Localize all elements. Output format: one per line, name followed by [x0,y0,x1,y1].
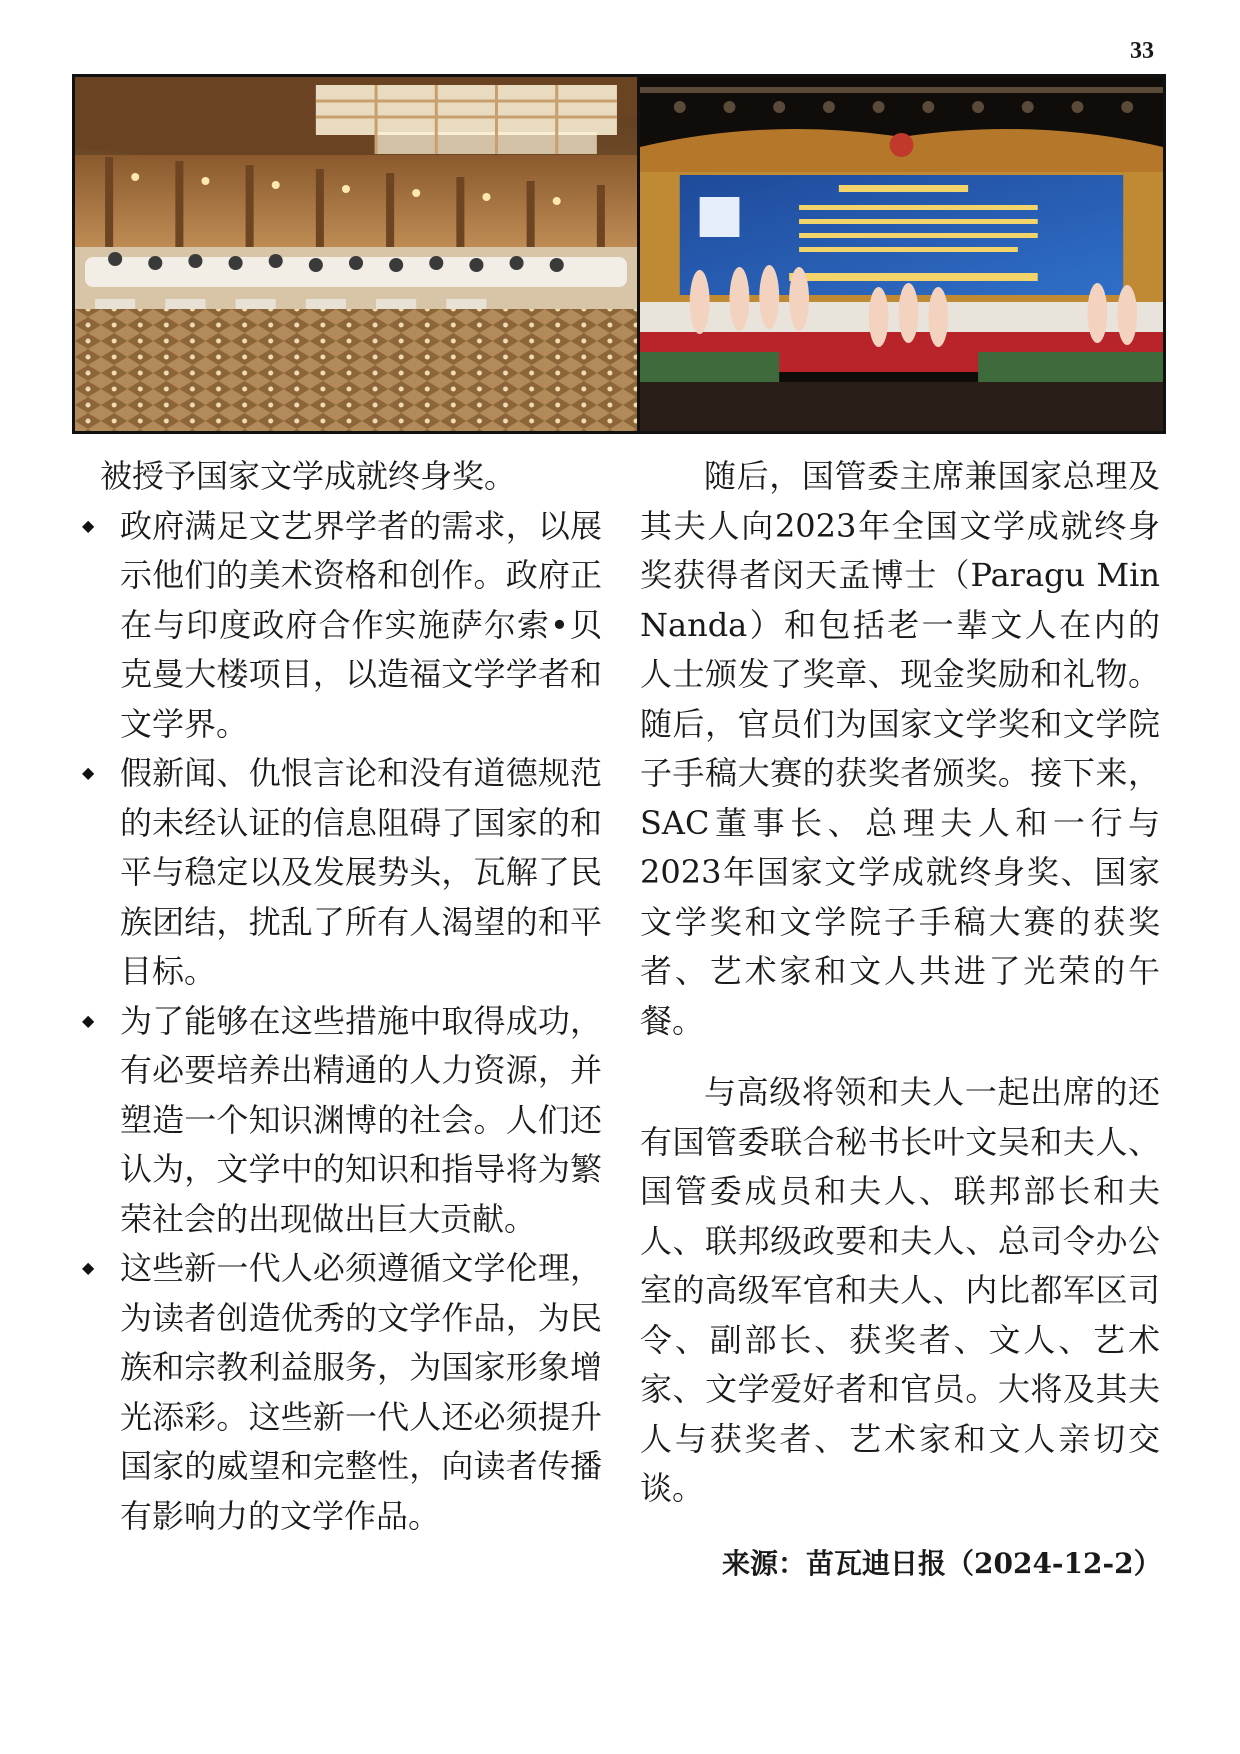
bullet-item [100,997,602,1245]
stage-performance-photo [640,77,1163,431]
bullet-text: 这些新一代人必须遵循文学伦理，为读者创造优秀的文学作品，为民族和宗教利益服务，为国家形象增光添彩。这些新一代人还必须提升国家的威望和完整性，向读者传播有影响力的文学作品。 [120,1249,602,1535]
left-column [100,452,602,1541]
diamond-bullet-icon [82,766,91,779]
paragraph-gap [640,1046,1160,1068]
diamond-bullet-icon [82,1014,91,1027]
diamond-bullet-icon [82,1261,91,1274]
bullet-text: 政府满足文艺界学者的需求，以展示他们的美术资格和创作。政府正在与印度政府合作实施萨尔索•贝克曼大楼项目，以造福文学学者和文学界。 [120,506,602,743]
bullet-text: 假新闻、仇恨言论和没有道德规范的未经认证的信息阻碍了国家的和平与稳定以及发展势头，瓦解了民族团结，扰乱了所有人渴望的和平目标。 [120,754,602,990]
paragraph-attendees: 与高级将领和夫人一起出席的还有国管委联合秘书长叶文吴和夫人、国管委成员和夫人、联邦部长和夫人、联邦级政要和夫人、总司令办公室的高级军官和夫人、内比都军区司令、副部长、获奖者、文人、艺术家、文学爱好者和官员。大将及其夫人与获奖者、艺术家和文人亲切交谈。 [640,1073,1160,1507]
bullet-text: 为了能够在这些措施中取得成功，有必要培养出精通的人力资源，并塑造一个知识渊博的社会。人们还认为，文学中的知识和指导将为繁荣社会的出现做出巨大贡献。 [120,1001,602,1238]
left-lead-text: 被授予国家文学成就终身奖。 [100,457,517,495]
bullet-item [100,749,602,997]
bullet-item [100,1244,602,1541]
paragraph-awards: 随后，国管委主席兼国家总理及其夫人向2023年全国文学成就终身奖获得者闵天孟博士（Paragu Min Nanda）和包括老一辈文人在内的人士颁发了奖章、现金奖励和礼物。随后，官员们为国家文学奖和文学院子手稿大赛的获奖者颁奖。接下来，SAC董事长、总理夫人和一行与2023年国家文学成就终身奖、国家文学奖和文学院子手稿大赛的获奖者、艺术家和文人共进了光荣的午餐。 [640,457,1160,1040]
source-citation: 来源：苗瓦迪日报（2024-12-2） [722,1547,1162,1580]
banquet-hall-photo [75,77,640,431]
bullet-item [100,502,602,750]
right-column [640,452,1160,1514]
photo-strip [72,74,1166,434]
diamond-bullet-icon [82,519,91,532]
page-number: 33 [1130,38,1154,64]
